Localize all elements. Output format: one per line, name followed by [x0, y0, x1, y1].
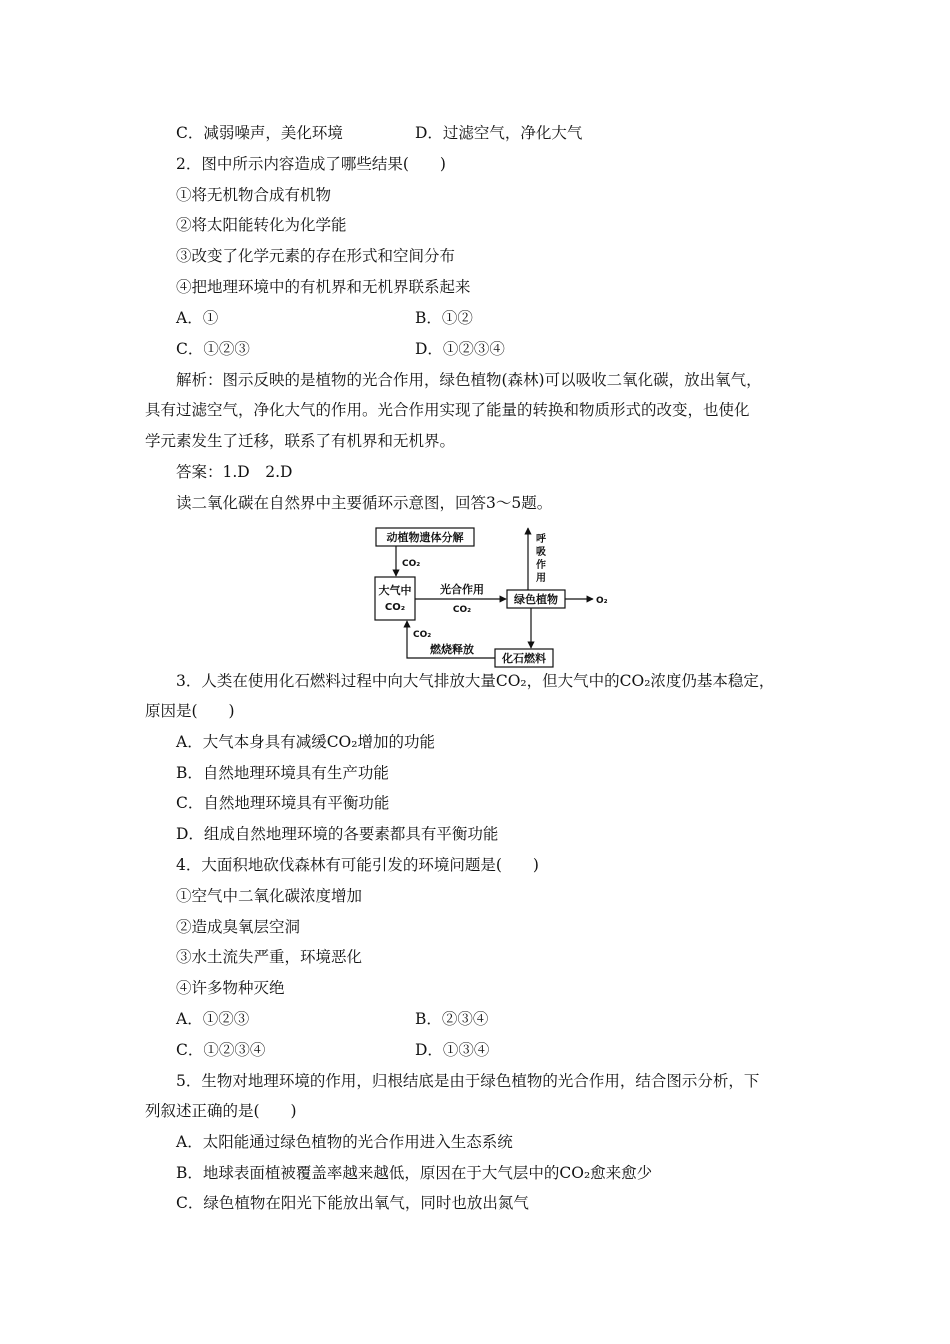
q3-option-c: C．自然地理环境具有平衡功能 — [176, 794, 390, 812]
answer: 答案：1.D 2.D — [176, 463, 293, 481]
analysis-line-1: 解析：图示反映的是植物的光合作用，绿色植物(森林)可以吸收二氧化碳，放出氧气， — [176, 371, 762, 389]
q2-item-1: ①将无机物合成有机物 — [176, 186, 332, 204]
q2-stem: 2．图中所示内容造成了哪些结果( ) — [176, 155, 446, 173]
q3-stem-line-2: 原因是( ) — [145, 702, 235, 720]
q5-option-c: C．绿色植物在阳光下能放出氧气，同时也放出氮气 — [176, 1194, 529, 1212]
q3-option-d: D．组成自然地理环境的各要素都具有平衡功能 — [176, 825, 499, 843]
photosynthesis-label: 光合作用 — [440, 583, 484, 596]
q2-option-c: C．①②③ — [176, 340, 250, 358]
co2-bottom-label: CO₂ — [413, 630, 432, 640]
q2-item-2: ②将太阳能转化为化学能 — [176, 216, 347, 234]
fossil-fuel-label: 化石燃料 — [502, 652, 546, 665]
q2-option-b: B．①② — [415, 309, 473, 327]
q1-option-c: C．减弱噪声，美化环境 — [176, 124, 343, 142]
diagram-intro: 读二氧化碳在自然界中主要循环示意图，回答3～5题。 — [176, 494, 553, 512]
q3-option-a: A．大气本身具有减缓CO₂增加的功能 — [176, 733, 435, 751]
analysis-line-3: 学元素发生了迁移，联系了有机界和无机界。 — [145, 432, 456, 450]
resp-char-4: 用 — [536, 573, 546, 584]
decay-label: 动植物遗体分解 — [386, 531, 464, 544]
q2-option-d: D．①②③④ — [415, 340, 505, 358]
resp-char-3: 作 — [536, 560, 546, 571]
q4-stem: 4．大面积地砍伐森林有可能引发的环境问题是( ) — [176, 856, 539, 874]
co2-top-label: CO₂ — [402, 559, 421, 569]
q4-item-3: ③水土流失严重，环境恶化 — [176, 948, 363, 966]
q4-option-c: C．①②③④ — [176, 1041, 266, 1059]
q4-item-4: ④许多物种灭绝 — [176, 979, 285, 997]
resp-char-1: 呼 — [536, 534, 546, 545]
q2-option-a: A．① — [176, 309, 219, 327]
q5-stem-line-2: 列叙述正确的是( ) — [145, 1102, 297, 1120]
q5-option-a: A．太阳能通过绿色植物的光合作用进入生态系统 — [176, 1133, 513, 1151]
q4-option-a: A．①②③ — [176, 1010, 250, 1028]
q4-option-d: D．①③④ — [415, 1041, 490, 1059]
co2-mid-label: CO₂ — [452, 605, 472, 615]
burning-label: 燃烧释放 — [430, 643, 474, 656]
co2-cycle-diagram — [360, 524, 620, 674]
o2-label: O₂ — [596, 596, 608, 606]
atmosphere-label-1: 大气中 — [378, 584, 412, 597]
q3-stem-line-1: 3．人类在使用化石燃料过程中向大气排放大量CO₂，但大气中的CO₂浓度仍基本稳定， — [176, 672, 775, 690]
q3-option-b: B．自然地理环境具有生产功能 — [176, 764, 389, 782]
q4-option-b: B．②③④ — [415, 1010, 489, 1028]
atmosphere-label-2: CO₂ — [384, 602, 406, 613]
q5-stem-line-1: 5．生物对地理环境的作用，归根结底是由于绿色植物的光合作用，结合图示分析，下 — [176, 1072, 760, 1090]
plant-label: 绿色植物 — [514, 593, 558, 606]
resp-char-2: 吸 — [536, 547, 546, 558]
q4-item-1: ①空气中二氧化碳浓度增加 — [176, 887, 363, 905]
q4-item-2: ②造成臭氧层空洞 — [176, 918, 301, 936]
q2-item-3: ③改变了化学元素的存在形式和空间分布 — [176, 247, 456, 265]
analysis-line-2: 具有过滤空气，净化大气的作用。光合作用实现了能量的转换和物质形式的改变，也使化 — [145, 401, 750, 419]
q5-option-b: B．地球表面植被覆盖率越来越低，原因在于大气层中的CO₂愈来愈少 — [176, 1164, 653, 1182]
q1-option-d: D．过滤空气，净化大气 — [415, 124, 583, 142]
q2-item-4: ④把地理环境中的有机界和无机界联系起来 — [176, 278, 471, 296]
